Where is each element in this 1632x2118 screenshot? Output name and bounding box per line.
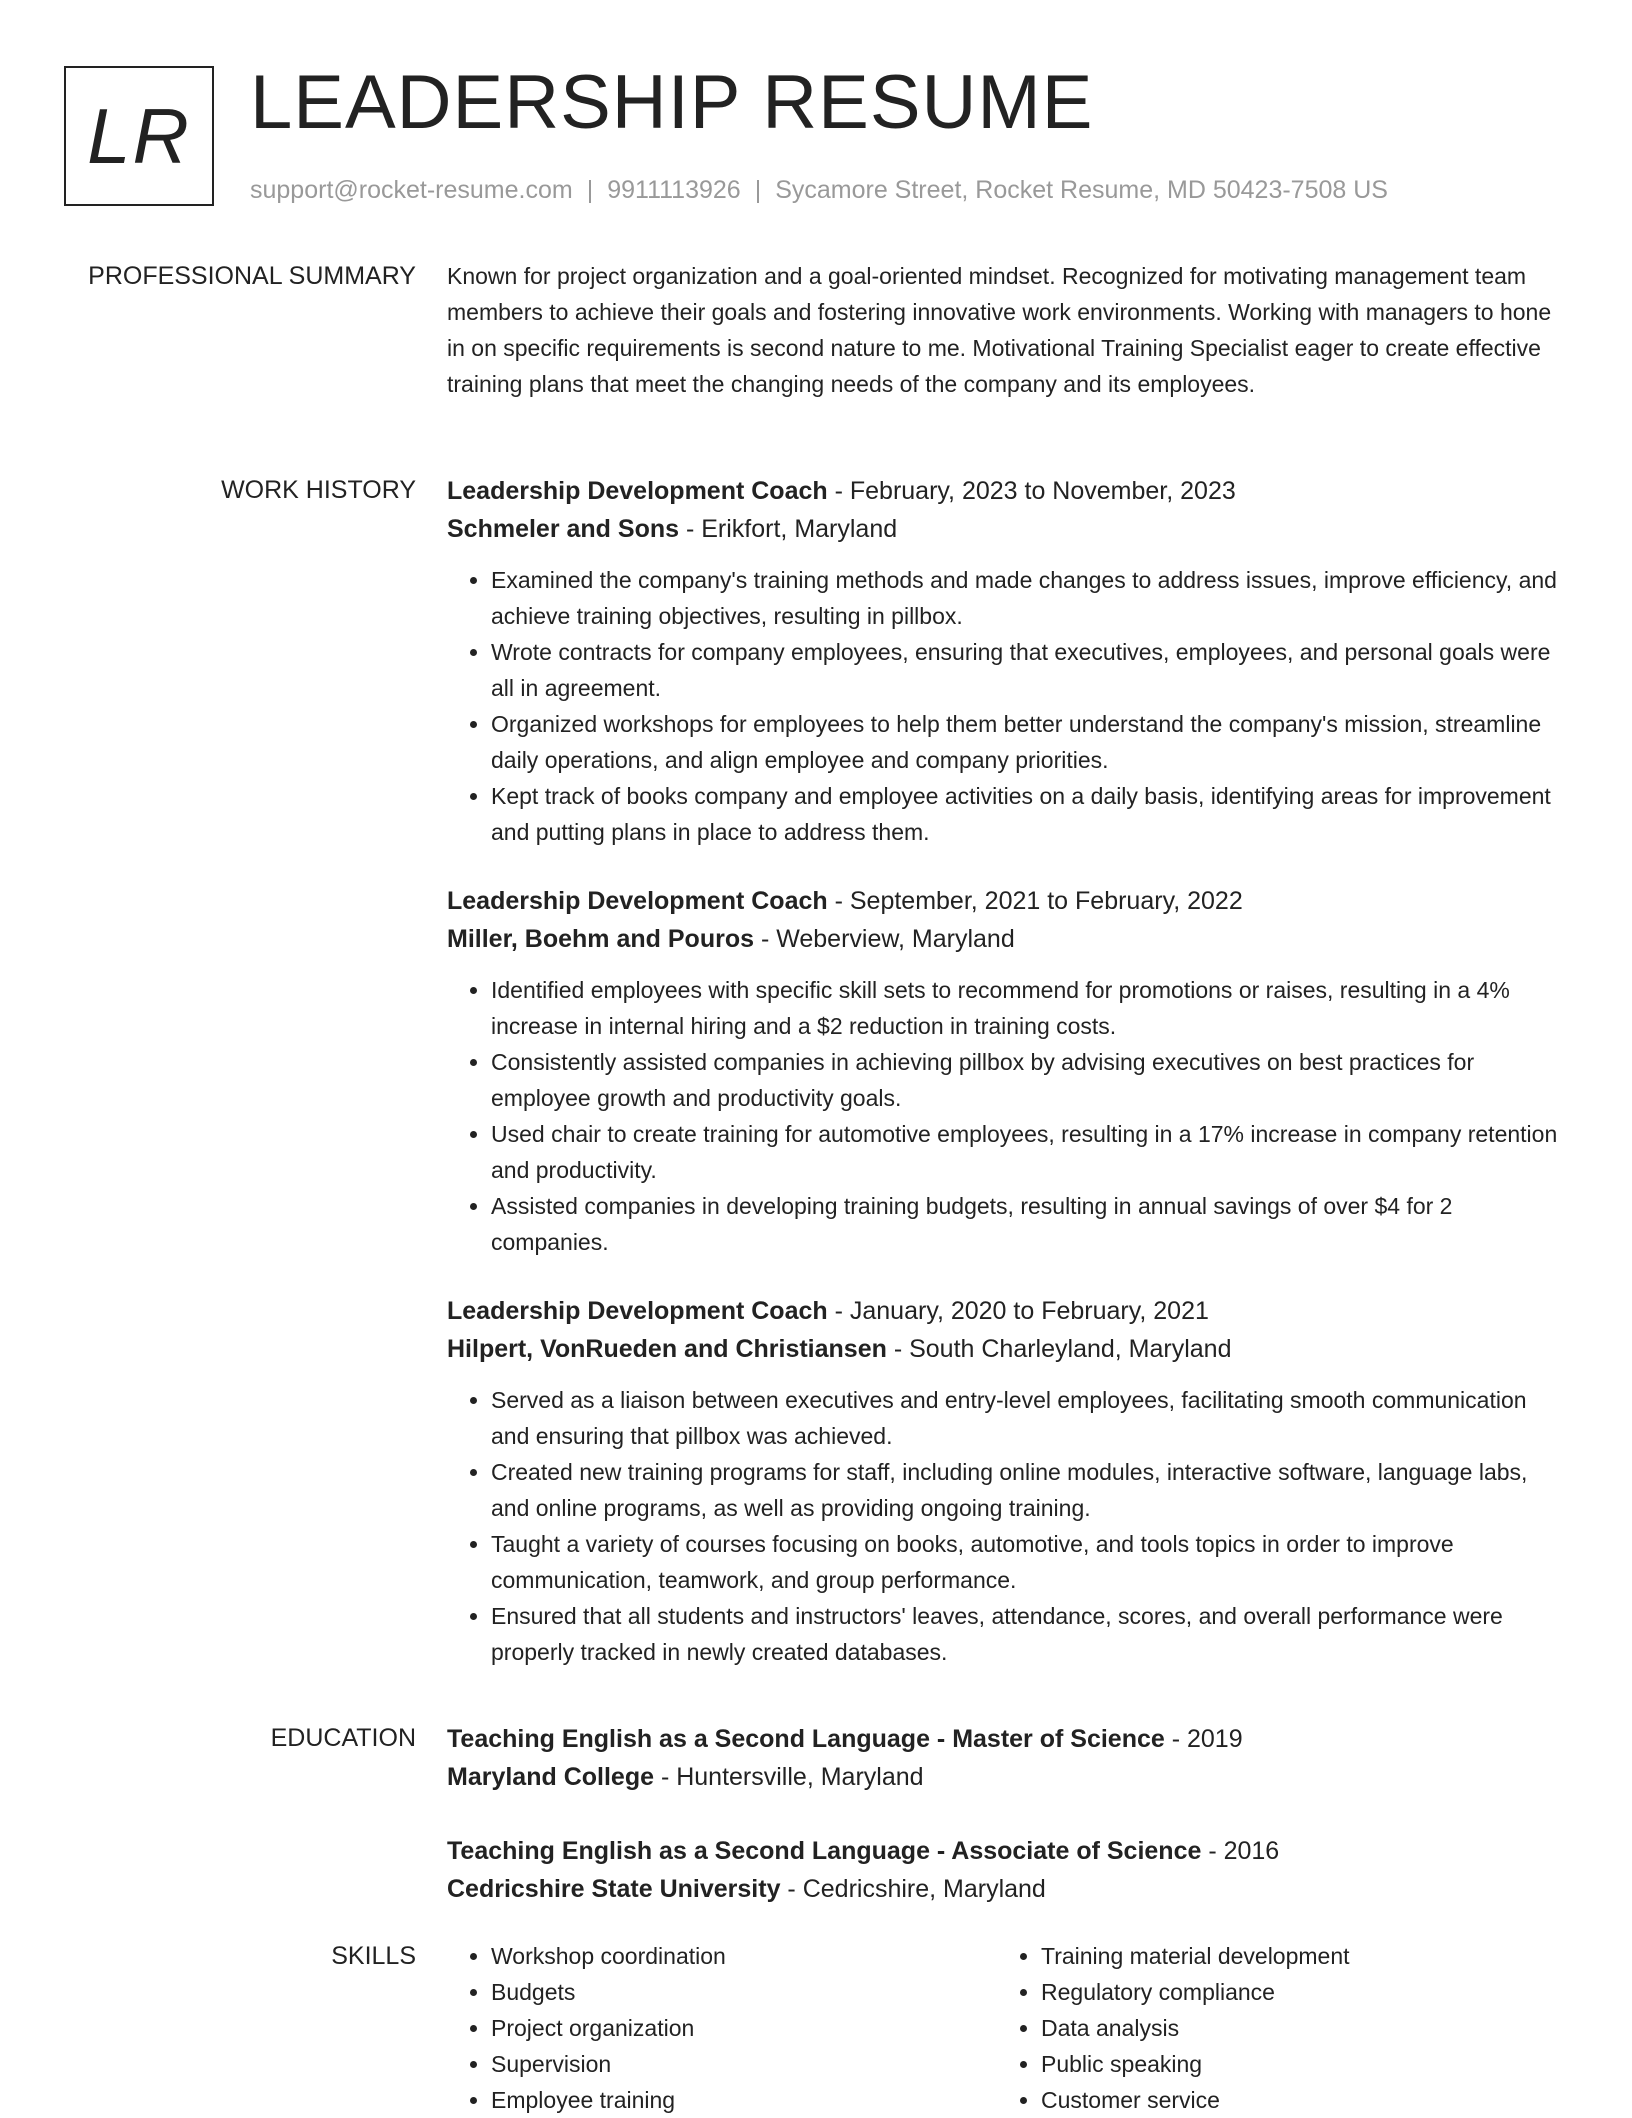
skill-item: • Customer service (1041, 2082, 1547, 2118)
skills-columns (447, 1938, 1567, 2118)
job-bullets (447, 1382, 1567, 1670)
job-title-line (447, 1292, 1567, 1330)
job-company: Schmeler and Sons (447, 515, 680, 543)
education-degree: Teaching English as a Second Language - Master of Science (447, 1725, 1165, 1753)
job-bullet: • Served as a liaison between executives and entry-level employees, facilitating smooth communication and ensuring that pillbox was achieved. (491, 1382, 1567, 1454)
education-entry (447, 1720, 1567, 1796)
skill-item: • Supervision (491, 2046, 997, 2082)
education-degree: Teaching English as a Second Language - Associate of Science (447, 1837, 1202, 1865)
job-company: Hilpert, VonRueden and Christiansen (447, 1335, 887, 1363)
education-year: - 2019 (1164, 1725, 1243, 1753)
job-company: Miller, Boehm and Pouros (447, 925, 754, 953)
skill-item: • Workshop coordination (491, 1938, 997, 1974)
job-bullet: • Ensured that all students and instructors' leaves, attendance, scores, and overall performance were properly tracked in newly created databases. (491, 1598, 1567, 1670)
skill-item: • Project organization (491, 2010, 997, 2046)
skill-item: • Budgets (491, 1974, 997, 2010)
education-entry (447, 1832, 1567, 1908)
skill-item: • Data analysis (1041, 2010, 1547, 2046)
contact-line (250, 172, 1388, 208)
job-entry (447, 472, 1567, 850)
job-company-line (447, 1330, 1567, 1368)
skills-list-left (447, 1938, 997, 2118)
job-bullet: • Consistently assisted companies in achieving pillbox by advising executives on best practices for employee growth and productivity goals. (491, 1044, 1567, 1116)
job-dates: - September, 2021 to February, 2022 (827, 887, 1243, 915)
monogram-logo: LR (64, 66, 214, 206)
contact-phone: 9911113926 (607, 176, 741, 204)
job-bullet: • Organized workshops for employees to help them better understand the company's mission, streamline daily operations, and align employee and company priorities. (491, 706, 1567, 778)
education-body (447, 1720, 1567, 1944)
job-bullets (447, 972, 1567, 1260)
job-bullet: • Used chair to create training for automotive employees, resulting in a 17% increase in company retention and productivity. (491, 1116, 1567, 1188)
job-title: Leadership Development Coach (447, 1297, 828, 1325)
job-company-line (447, 920, 1567, 958)
job-location: - Weberview, Maryland (754, 925, 1015, 953)
summary-body (447, 258, 1567, 402)
section-label-skills: SKILLS (331, 1942, 416, 1970)
contact-separator: | (754, 176, 762, 204)
work-history-body (447, 472, 1567, 1702)
job-dates: - February, 2023 to November, 2023 (827, 477, 1236, 505)
job-location: - Erikfort, Maryland (679, 515, 898, 543)
education-year: - 2016 (1201, 1837, 1280, 1865)
skill-item: • Training material development (1041, 1938, 1547, 1974)
education-degree-line (447, 1720, 1567, 1758)
education-location: - Huntersville, Maryland (654, 1763, 924, 1791)
education-school: Maryland College (447, 1763, 654, 1791)
job-bullet: • Assisted companies in developing training budgets, resulting in annual savings of over $4 for 2 companies. (491, 1188, 1567, 1260)
job-bullet: • Taught a variety of courses focusing on books, automotive, and tools topics in order to improve communication, teamwork, and group performance. (491, 1526, 1567, 1598)
job-dates: - January, 2020 to February, 2021 (827, 1297, 1209, 1325)
education-location: - Cedricshire, Maryland (780, 1875, 1046, 1903)
skill-item: • Employee training (491, 2082, 997, 2118)
job-title-line (447, 882, 1567, 920)
job-company-line (447, 510, 1567, 548)
job-bullet: • Examined the company's training methods and made changes to address issues, improve efficiency, and achieve training objectives, resulting in pillbox. (491, 562, 1567, 634)
skill-item: • Regulatory compliance (1041, 1974, 1547, 2010)
job-bullet: • Created new training programs for staff, including online modules, interactive software, language labs, and online programs, as well as providing ongoing training. (491, 1454, 1567, 1526)
summary-text: Known for project organization and a goal-oriented mindset. Recognized for motivating management team members to achieve their goals and fostering innovative work environments. Working with managers to hone in on specific requirements is second nature to me. Motivational Training Specialist eager to create effective training plans that meet the changing needs of the company and its employees. (447, 263, 1552, 397)
job-bullet: • Identified employees with specific skill sets to recommend for promotions or raises, resulting in a 4% increase in internal hiring and a $2 reduction in training costs. (491, 972, 1567, 1044)
section-label-summary: PROFESSIONAL SUMMARY (88, 262, 416, 290)
job-entry (447, 882, 1567, 1260)
skills-list-right (997, 1938, 1547, 2118)
education-school: Cedricshire State University (447, 1875, 781, 1903)
job-bullet: • Wrote contracts for company employees, ensuring that executives, employees, and personal goals were all in agreement. (491, 634, 1567, 706)
job-title: Leadership Development Coach (447, 477, 828, 505)
job-location: - South Charleyland, Maryland (886, 1335, 1232, 1363)
education-degree-line (447, 1832, 1567, 1870)
job-entry (447, 1292, 1567, 1670)
contact-email: support@rocket-resume.com (250, 176, 573, 204)
section-label-work: WORK HISTORY (221, 476, 416, 504)
education-school-line (447, 1870, 1567, 1908)
resume-title: LEADERSHIP RESUME (250, 60, 1094, 145)
job-title-line (447, 472, 1567, 510)
education-school-line (447, 1758, 1567, 1796)
contact-address: Sycamore Street, Rocket Resume, MD 50423-7508 US (775, 176, 1388, 204)
skill-item: • Public speaking (1041, 2046, 1547, 2082)
job-title: Leadership Development Coach (447, 887, 828, 915)
skills-body (447, 1938, 1567, 2118)
job-bullet: • Kept track of books company and employee activities on a daily basis, identifying areas for improvement and putting plans in place to address them. (491, 778, 1567, 850)
job-bullets (447, 562, 1567, 850)
section-label-education: EDUCATION (270, 1724, 416, 1752)
contact-separator: | (586, 176, 594, 204)
